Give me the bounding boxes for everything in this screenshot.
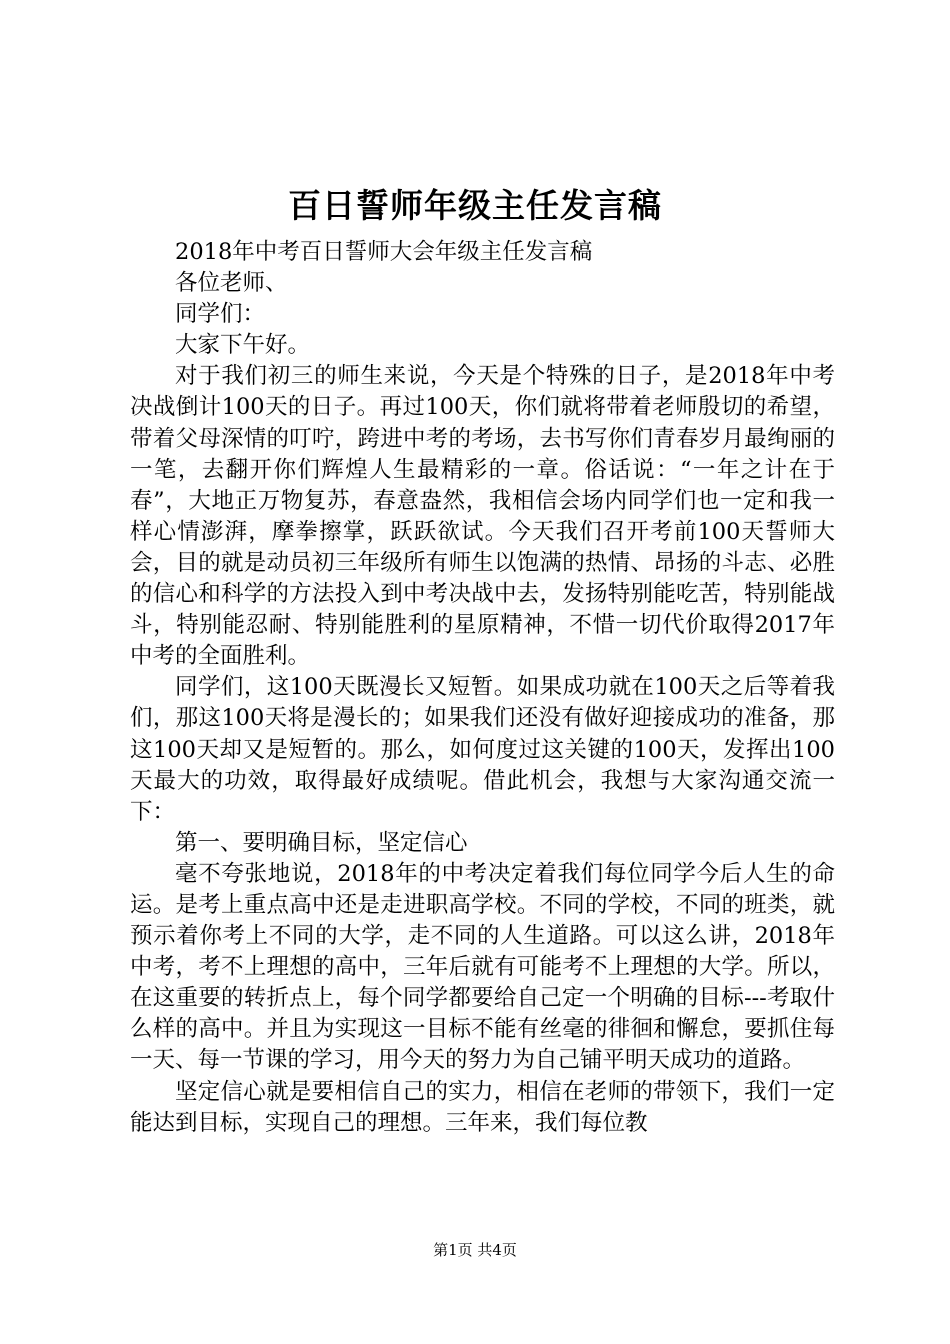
- page-footer: 第1页 共4页: [433, 1241, 517, 1259]
- paragraph-100-days: 同学们，这100天既漫长又短暂。如果成功就在100天之后等着我们，那这100天将是漫长的；如果我们还没有做好迎接成功的准备，那这100天却又是短暂的。那么，如何度过这关键的100天，发挥出100天最大的功效，取得最好成绩呢。借此机会，我想与大家沟通交流一下：: [130, 674, 835, 825]
- paragraph-greeting: 大家下午好。: [175, 332, 311, 359]
- paragraph-confidence: 坚定信心就是要相信自己的实力，相信在老师的带领下，我们一定能达到目标，实现自己的理想。三年来，我们每位教: [130, 1078, 835, 1136]
- paragraph-salutation-students: 同学们：: [175, 301, 266, 328]
- paragraph-goal: 毫不夸张地说，2018年的中考决定着我们每位同学今后人生的命运。是考上重点高中还是走进职高学校。不同的学校，不同的班类，就预示着你考上不同的大学，走不同的人生道路。可以这么讲，2018年中考，考不上理想的高中，三年后就有可能考不上理想的大学。所以，在这重要的转折点上，每个同学都要给自己定一个明确的目标---考取什么样的高中。并且为实现这一目标不能有丝毫的徘徊和懈怠，要抓住每一天、每一节课的学习，用今天的努力为自己铺平明天成功的道路。: [130, 860, 835, 1074]
- paragraph-subtitle: 2018年中考百日誓师大会年级主任发言稿: [175, 239, 593, 265]
- document-title: 百日誓师年级主任发言稿: [288, 186, 662, 225]
- document-body: [130, 237, 835, 1139]
- paragraph-salutation-teachers: 各位老师、: [175, 270, 288, 297]
- section-heading-1: 第一、要明确目标，坚定信心: [175, 829, 468, 856]
- paragraph-intro: 对于我们初三的师生来说，今天是个特殊的日子，是2018年中考决战倒计100天的日子。再过100天，你们就将带着老师殷切的希望，带着父母深情的叮咛，跨进中考的考场，去书写你们青春岁月最绚丽的一笔，去翻开你们辉煌人生最精彩的一章。俗话说：“一年之计在于春”，大地正万物复苏，春意盎然，我相信会场内同学们也一定和我一样心情澎湃，摩拳擦掌，跃跃欲试。今天我们召开考前100天誓师大会，目的就是动员初三年级所有师生以饱满的热情、昂扬的斗志、必胜的信心和科学的方法投入到中考决战中去，发扬特别能吃苦，特别能战斗，特别能忍耐、特别能胜利的星原精神，不惜一切代价取得2017年中考的全面胜利。: [130, 363, 835, 670]
